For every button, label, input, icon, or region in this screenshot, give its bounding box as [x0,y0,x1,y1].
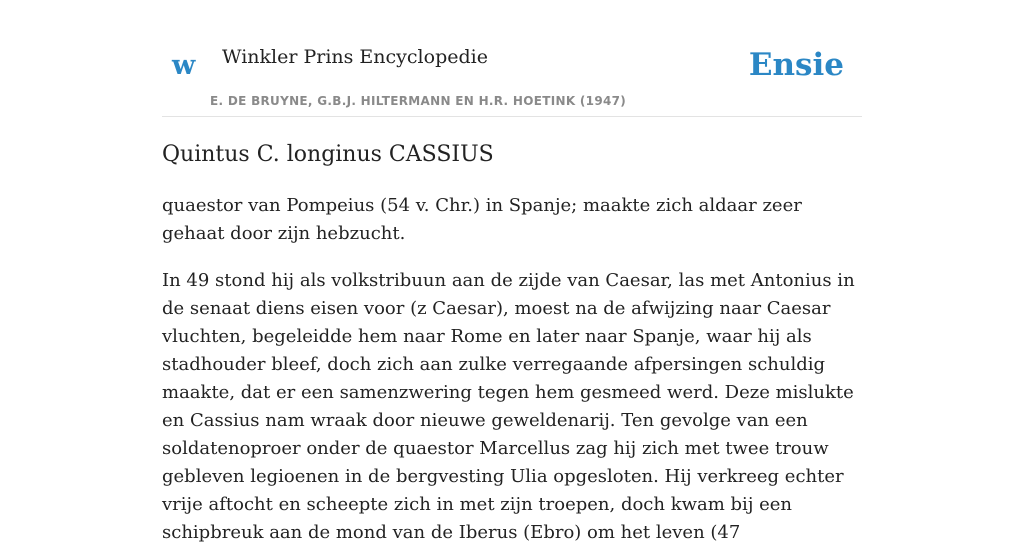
source-authors: E. DE BRUYNE, G.B.J. HILTERMANN EN H.R. HOETINK (1947) [210,94,627,108]
article [162,140,862,547]
article-title: Quintus C. longinus CASSIUS [162,142,494,167]
source-title-link[interactable]: Winkler Prins Encyclopedie [222,46,488,68]
article-paragraph: In 49 stond hij als volkstribuun aan de zijde van Caesar, las met Antonius in de senaat diens eisen voor (z Caesar), moest na de afwijzing naar Caesar vluchten, begeleidde hem naar Rome en later naar Spanje, waar hij als stadhouder bleef, doch zich aan zulke verregaande afpersingen schuldig maakte, dat er een samenzwering tegen hem gesmeed werd. Deze mislukte en Cassius nam wraak door nieuwe geweldenarij. Ten gevolge van een soldatenoproer onder de quaestor Marcellus zag hij zich met twee trouw gebleven legioenen in de bergvesting Ulia opgesloten. Hij verkreeg echter vrije aftocht en scheepte zich in met zijn troepen, doch kwam bij een schipbreuk aan de mond van de Iberus (Ebro) om het leven (47 [162,270,855,543]
winkler-prins-logo[interactable]: w [172,50,196,81]
ensie-logo[interactable]: Ensie [748,47,844,83]
source-header [162,0,862,117]
article-paragraph: quaestor van Pompeius (54 v. Chr.) in Spanje; maakte zich aldaar zeer gehaat door zijn hebzucht. [162,195,802,244]
